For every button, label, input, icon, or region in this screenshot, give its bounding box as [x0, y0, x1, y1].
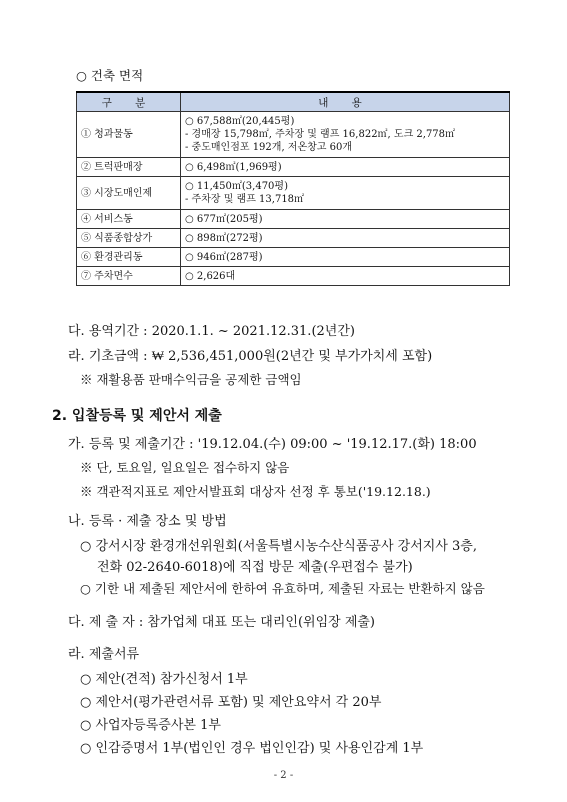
place-line-1: ○ 강서시장 환경개선위원회(서울특별시농수산식품공사 강서지사 3층, — [80, 539, 477, 554]
documents-title: 라. 제출서류 — [68, 647, 140, 662]
table-row — [77, 210, 510, 229]
place-title: 나. 등록 · 제출 장소 및 방법 — [68, 514, 227, 529]
row-category: ⑤ 식품종합상가 — [77, 229, 181, 248]
content-line: ○ 677㎡(205평) — [185, 213, 263, 225]
row-category: ② 트럭판매장 — [77, 158, 181, 177]
area-section-title: ○ 건축 면적 — [76, 68, 144, 83]
content-line: ○ 67,588㎡(20,445평) — [185, 116, 295, 127]
table-row — [77, 177, 510, 210]
content-line: ○ 6,498㎡(1,969평) — [185, 161, 282, 173]
service-period: 다. 용역기간 : 2020.1.1. ~ 2021.12.31.(2년간) — [68, 324, 355, 339]
row-content — [181, 112, 510, 158]
row-category: ⑦ 주차면수 — [77, 267, 181, 286]
document-item: ○ 인감증명서 1부(법인인 경우 법인인감) 및 사용인감계 1부 — [80, 741, 424, 756]
content-line: ○ 11,450㎡(3,470평) — [185, 181, 288, 192]
table-row — [77, 229, 510, 248]
header-content: 내 용 — [181, 92, 510, 112]
registration-note-2: ※ 객관적지표로 제안서발표회 대상자 선정 후 통보('19.12.18.) — [80, 484, 431, 499]
row-category: ③ 시장도매인제 — [77, 177, 181, 210]
document-item: ○ 사업자등록증사본 1부 — [80, 718, 221, 733]
table-row — [77, 112, 510, 158]
page-number: - 2 - — [273, 770, 294, 781]
row-category: ① 청과물동 — [77, 112, 181, 158]
row-content — [181, 210, 510, 229]
content-line: - 경매장 15,798㎡, 주차장 및 램프 16,822㎡, 도크 2,778㎡ — [185, 129, 456, 140]
table-row — [77, 158, 510, 177]
registration-period: 가. 등록 및 제출기간 : '19.12.04.(수) 09:00 ~ '19.12.17.(화) 18:00 — [68, 437, 477, 452]
header-category: 구 분 — [77, 92, 181, 112]
document-item: ○ 제안(견적) 참가신청서 1부 — [80, 672, 248, 687]
row-category: ④ 서비스동 — [77, 210, 181, 229]
content-line: ○ 946㎡(287평) — [185, 251, 263, 263]
table-row — [77, 248, 510, 267]
place-line-3: ○ 기한 내 제출된 제안서에 한하여 유효하며, 제출된 자료는 반환하지 않음 — [80, 581, 485, 596]
table-row — [77, 267, 510, 286]
row-content — [181, 248, 510, 267]
content-line: ○ 898㎡(272평) — [185, 232, 263, 244]
base-price: 라. 기초금액 : ₩ 2,536,451,000원(2년간 및 부가가치세 포함) — [68, 349, 433, 364]
row-content — [181, 158, 510, 177]
registration-note-1: ※ 단, 토요일, 일요일은 접수하지 않음 — [80, 460, 290, 475]
place-line-2: 전화 02-2640-6018)에 직접 방문 제출(우편접수 불가) — [97, 560, 413, 575]
content-line: - 주차장 및 램프 13,718㎡ — [185, 194, 305, 205]
row-content — [181, 229, 510, 248]
base-price-note: ※ 재활용품 판매수익금을 공제한 금액임 — [80, 372, 302, 387]
content-line: - 중도매인점포 192개, 저온창고 60개 — [185, 142, 353, 153]
document-item: ○ 제안서(평가관련서류 포함) 및 제안요약서 각 20부 — [80, 695, 382, 710]
table-header-row — [77, 92, 510, 112]
row-content — [181, 267, 510, 286]
submitter-line: 다. 제 출 자 : 참가업체 대표 또는 대리인(위임장 제출) — [68, 615, 376, 630]
row-content — [181, 177, 510, 210]
row-category: ⑥ 환경관리동 — [77, 248, 181, 267]
building-area-table — [76, 91, 510, 286]
content-line: ○ 2,626대 — [185, 270, 236, 282]
section2-title: 2. 입찰등록 및 제안서 제출 — [52, 408, 222, 424]
